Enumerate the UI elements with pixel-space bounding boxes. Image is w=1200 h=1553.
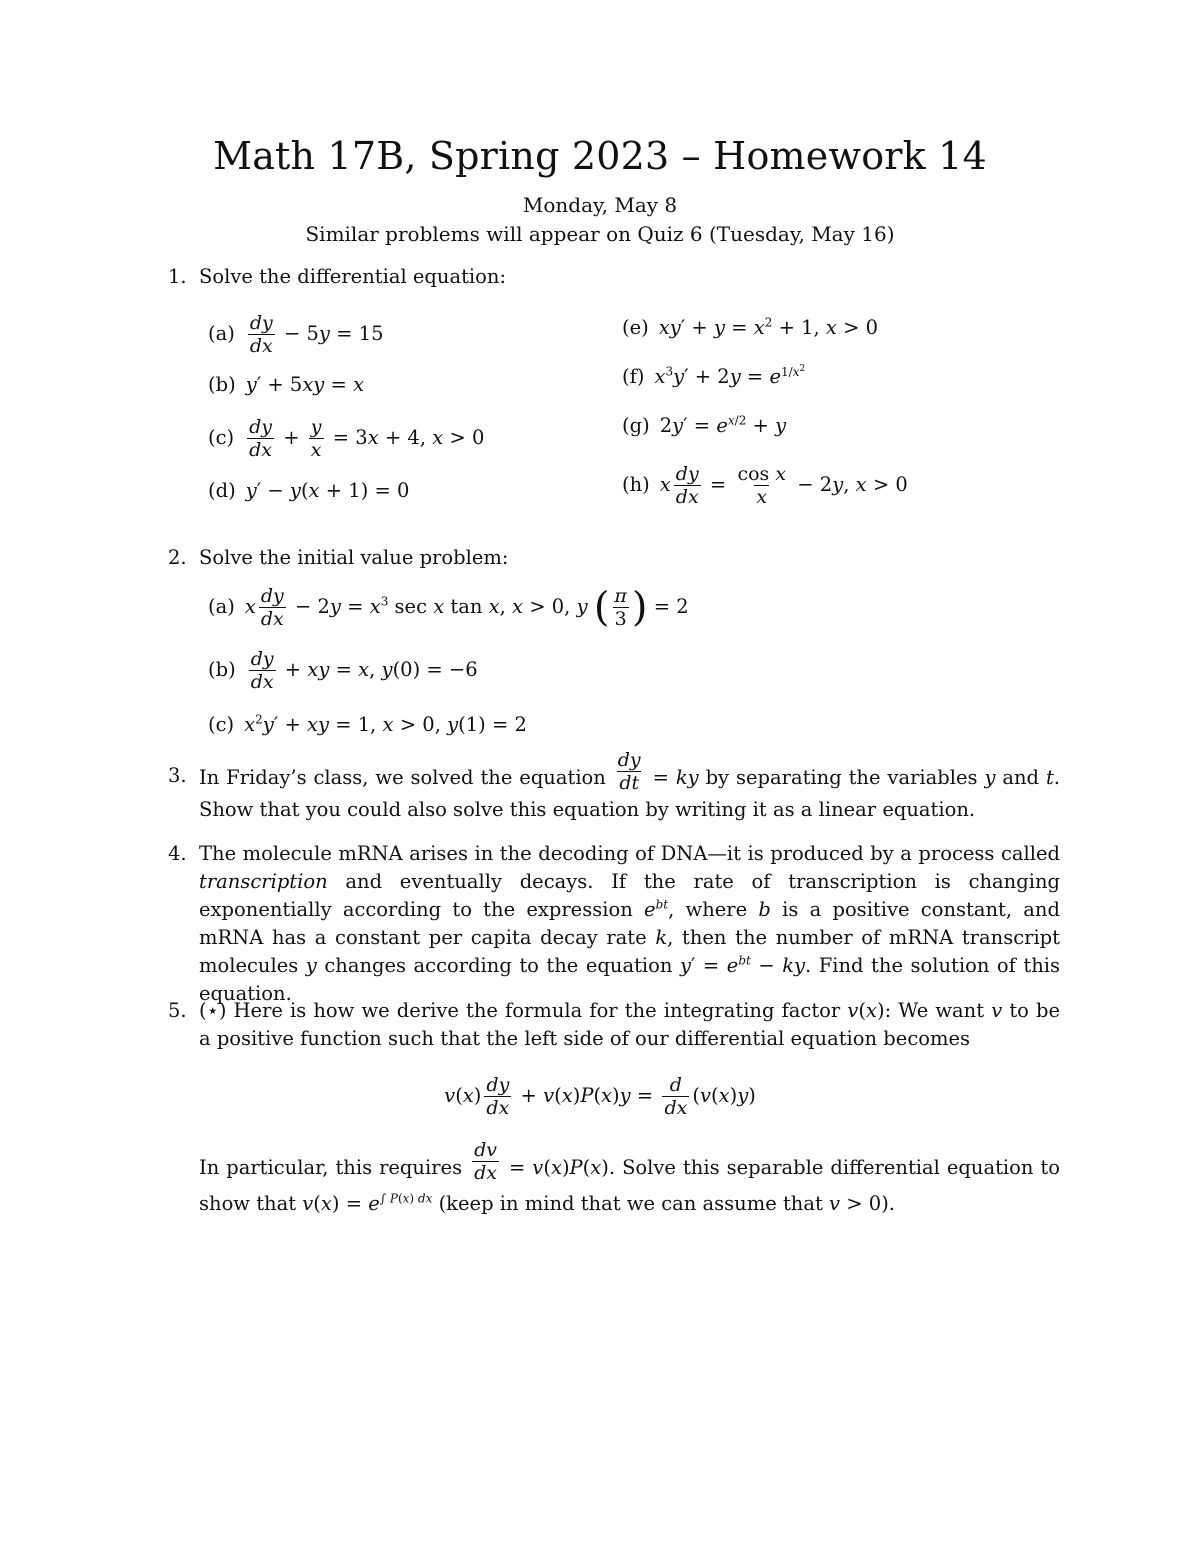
equation-2c: (c) $x^2y'$ + xy = 1, x > 0, y(1) = 2	[208, 711, 527, 739]
text-run: is a positive constant, and mRNA has a constant per capita decay rate	[199, 898, 1060, 949]
equation-1g: (g) $2y' = e^{x/2} + y$	[622, 412, 786, 440]
problem-4	[168, 840, 1060, 1008]
text-run: : We want	[884, 999, 985, 1022]
text-run: The molecule mRNA arises in the decoding of DNA—it is produced by a process called	[199, 842, 1060, 865]
text-run: (keep in mind that we can assume that	[438, 1192, 823, 1215]
display-equation: v(x) $\frac{dy}{dx}$ + v(x)P(x)y = $\frac{d}{dx}$ (v(x)y)	[444, 1074, 756, 1119]
problem-1	[168, 263, 1060, 291]
text-run: by separating the variables	[705, 766, 978, 789]
text-run: Show that you could also solve this equation by writing it as a linear equation.	[199, 798, 976, 821]
text-run: Here is how we derive the formula for the integrating factor	[233, 999, 841, 1022]
problem-2	[168, 544, 1060, 572]
item-label: (e)	[622, 316, 649, 339]
text-run: . Find the solution of this equation.	[199, 954, 1061, 1005]
problem-3	[168, 749, 1060, 826]
problem-text: In particular, this requires $\frac{dv}{dx}$ = v(x)P(x). Solve this separable differential equation to show that $v(x) = e^{\int P(x) dx}$ (keep in mind that we can assume that v > 0).	[199, 1139, 1060, 1215]
problem-number: 5.	[168, 999, 187, 1022]
text-run: to be a positive function such that the left side of our differential equation becomes	[199, 999, 1061, 1050]
problem-5-continued	[168, 1139, 1060, 1222]
page-title: Math 17B, Spring 2023 – Homework 14	[213, 134, 987, 178]
problem-prompt: Solve the differential equation:	[199, 265, 507, 288]
star-marker: (⋆)	[199, 999, 227, 1022]
item-label: (c)	[208, 426, 235, 449]
item-label: (h)	[622, 473, 650, 496]
text-run: In Friday’s class, we solved the equation	[199, 766, 606, 789]
item-label: (f)	[622, 365, 645, 388]
text-run: In particular, this requires	[199, 1156, 463, 1179]
equation-1c: (c) $\frac{dy}{dx}$ + $\frac{y}{x}$ = 3x + 4, x > 0	[208, 416, 485, 461]
emphasized-term: transcription	[199, 870, 328, 893]
equation-1a: (a) $\frac{dy}{dx}$ − 5y = 15	[208, 312, 384, 357]
equation-2b: (b) $\frac{dy}{dx}$ + xy = x, y(0) = −6	[208, 648, 478, 693]
quiz-note: Similar problems will appear on Quiz 6 (Tuesday, May 16)	[305, 222, 895, 246]
item-label: (b)	[208, 373, 236, 396]
item-label: (a)	[208, 322, 235, 345]
text-run: , then the number of mRNA transcript molecules	[199, 926, 1060, 977]
problem-number: 3.	[168, 764, 187, 787]
item-label: (d)	[208, 479, 236, 502]
problem-prompt: Solve the initial value problem:	[199, 546, 509, 569]
text-run: ).	[881, 1192, 896, 1215]
problem-text: The molecule mRNA arises in the decoding of DNA—it is produced by a process called transcription and eventually decays. If the rate of transcription is changing exponentially according to the expression $e^{bt}$, where b is a positive constant, and mRNA has a constant per capita decay rate k, then the number of mRNA transcript molecules y changes according to the equation $y' = e^{bt}$ − ky. Find the solution of this equation.	[199, 842, 1061, 1005]
problem-text: (⋆) Here is how we derive the formula for the integrating factor v(x): We want v to be a positive function such that the left side of our differential equation becomes	[199, 999, 1061, 1050]
problem-number: 1.	[168, 265, 187, 288]
equation-1d: (d) y′ − y(x + 1) = 0	[208, 477, 409, 505]
item-label: (b)	[208, 658, 236, 681]
text-run: , where	[668, 898, 748, 921]
equation-1h: (h) x $\frac{dy}{dx}$ = $\frac{\text{cos x}}{x}$ − 2y, x > 0	[622, 463, 908, 508]
item-label: (g)	[622, 414, 650, 437]
problem-text: In Friday’s class, we solved the equation $\frac{dy}{dt}$ = ky by separating the variables y and t. Show that you could also solve this equation by writing it as a linear equation.	[199, 749, 1060, 821]
equation-2a: (a) x $\frac{dy}{dx}$ − $2y = x^3$ sec x tan x, x > 0, y ( $\frac{\pi}{3}$ ) = 2	[208, 584, 689, 631]
text-run: and eventually decays. If the rate of transcription is changing exponentially according to the expression	[199, 870, 1061, 921]
equation-1e: (e) $xy' + y = x^2 + 1$, x > 0	[622, 314, 878, 342]
text-run: changes according to the equation	[324, 954, 673, 977]
item-label: (a)	[208, 595, 235, 618]
equation-1b: (b) y′ + 5xy = x	[208, 371, 364, 399]
text-run: . Solve this separable differential equation to show that	[199, 1156, 1060, 1215]
text-run: and	[1002, 766, 1040, 789]
problem-number: 4.	[168, 842, 187, 865]
problem-number: 2.	[168, 546, 187, 569]
date-line: Monday, May 8	[522, 193, 678, 217]
item-label: (c)	[208, 713, 235, 736]
problem-5	[168, 997, 1060, 1053]
equation-1f: (f) $x^3y' + 2y = e^{1/x^2}$	[622, 363, 805, 391]
